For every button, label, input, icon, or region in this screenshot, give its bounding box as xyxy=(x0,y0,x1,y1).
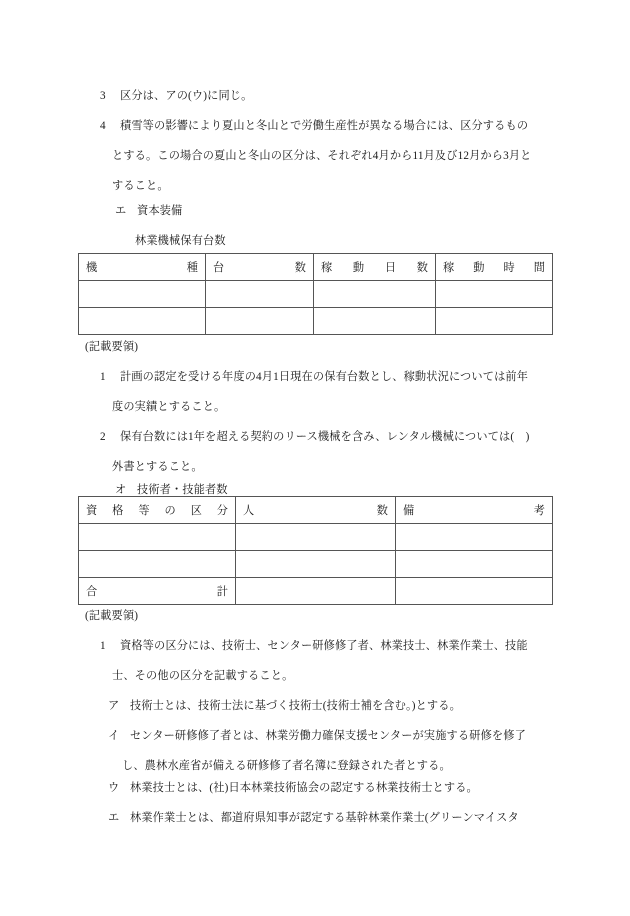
header-char: 種 xyxy=(186,262,198,274)
header-char: 時 xyxy=(503,262,515,274)
header-char: の xyxy=(164,505,176,517)
header-char: 格 xyxy=(112,505,124,517)
header-char: 等 xyxy=(138,505,150,517)
header-char: 稼 xyxy=(443,262,455,274)
table1-cell[interactable] xyxy=(79,281,206,308)
list-text: 積雪等の影響により夏山と冬山とで労働生産性が異なる場合には、区分するもの xyxy=(120,120,529,132)
sub-marker: エ xyxy=(108,812,120,824)
list-text: 計画の認定を受ける年度の4月1日現在の保有台数とし、稼動状況については前年 xyxy=(120,371,529,383)
sub-item-a xyxy=(108,699,461,713)
header-char: 計 xyxy=(216,586,228,598)
section-marker: オ xyxy=(115,484,127,496)
sub-item-e xyxy=(108,811,519,825)
table-total-row xyxy=(79,578,553,605)
header-char: 合 xyxy=(86,586,98,598)
header-char: 動 xyxy=(473,262,485,274)
table-header-row xyxy=(79,497,553,524)
list-item-3 xyxy=(100,89,252,103)
table2-cell[interactable] xyxy=(79,524,236,551)
header-char: 数 xyxy=(376,505,388,517)
table2-cell[interactable] xyxy=(396,551,553,578)
list-text: 資格等の区分には、技術士、センター研修修了者、林業技士、林業作業士、技能 xyxy=(120,640,528,652)
header-char: 日 xyxy=(384,262,397,274)
header-char: 数 xyxy=(294,262,306,274)
note-item-2-cont: 外書とすること。 xyxy=(112,461,203,473)
sub-text: 林業技士とは、(社)日本林業技術協会の認定する林業技術士とする。 xyxy=(130,782,478,794)
header-char: 考 xyxy=(533,505,545,517)
note-item-1-cont: 度の実績とすること。 xyxy=(112,401,226,413)
list-item-4 xyxy=(100,119,528,133)
header-char: 稼 xyxy=(321,262,333,274)
list-item-4-cont2: すること。 xyxy=(112,180,169,192)
sub-item-u xyxy=(108,781,478,795)
table-row xyxy=(79,308,553,335)
note-item-3 xyxy=(100,639,528,653)
table1-cell[interactable] xyxy=(314,308,436,335)
header-char: 台 xyxy=(213,262,225,274)
sub-marker: ウ xyxy=(108,782,120,794)
table2-cell[interactable] xyxy=(79,551,236,578)
header-char: 数 xyxy=(416,262,428,274)
table1-cell[interactable] xyxy=(314,281,436,308)
table-row xyxy=(79,551,553,578)
table1-header-kadou-nissu xyxy=(314,254,436,281)
kisai-youryou-heading-2: (記載要領) xyxy=(85,610,139,622)
table1-cell[interactable] xyxy=(79,308,206,335)
table2-cell[interactable] xyxy=(396,524,553,551)
header-char: 資 xyxy=(86,505,98,517)
table1-header-daisu xyxy=(206,254,314,281)
table2-total-note[interactable] xyxy=(396,578,553,605)
table1-cell[interactable] xyxy=(206,281,314,308)
table2-header-shikaku xyxy=(79,497,236,524)
list-marker: 1 xyxy=(100,371,106,383)
header-char: 機 xyxy=(86,262,98,274)
table-header-row xyxy=(79,254,553,281)
section-heading-e xyxy=(115,204,182,218)
sub-marker: ア xyxy=(108,700,120,712)
section-title: 技術者・技能者数 xyxy=(137,484,228,496)
header-char: 備 xyxy=(403,505,415,517)
list-text: 区分は、アの(ウ)に同じ。 xyxy=(120,90,253,102)
table1-header-kishu xyxy=(79,254,206,281)
header-char: 人 xyxy=(243,505,255,517)
note-item-2 xyxy=(100,430,529,444)
table1-caption: 林業機械保有台数 xyxy=(135,235,226,247)
table1-header-kadou-jikan xyxy=(436,254,553,281)
header-char: 区 xyxy=(190,505,202,517)
personnel-table xyxy=(78,496,553,605)
sub-item-i-cont: し、農林水産省が備える研修修了者名簿に登録された者とする。 xyxy=(122,760,451,772)
table2-header-ninzu xyxy=(236,497,396,524)
table1-cell[interactable] xyxy=(206,308,314,335)
table2-cell[interactable] xyxy=(236,551,396,578)
sub-text: 技術士とは、技術士法に基づく技術士(技術士補を含む。)とする。 xyxy=(130,700,461,712)
table2-cell[interactable] xyxy=(236,524,396,551)
section-title: 資本装備 xyxy=(137,205,183,217)
kisai-youryou-heading-1: (記載要領) xyxy=(85,341,139,353)
table-row xyxy=(79,281,553,308)
machinery-table xyxy=(78,253,553,335)
table2-total-label xyxy=(79,578,236,605)
header-char: 動 xyxy=(352,262,365,274)
list-marker: 2 xyxy=(100,431,106,443)
sub-text: センター研修修了者とは、林業労働力確保支援センターが実施する研修を修了 xyxy=(130,730,526,742)
header-char: 間 xyxy=(533,262,545,274)
table-row xyxy=(79,524,553,551)
list-text: 保有台数には1年を超える契約のリース機械を含み、レンタル機械については( ) xyxy=(120,431,530,443)
list-marker: 3 xyxy=(100,90,106,102)
table1-cell[interactable] xyxy=(436,281,553,308)
section-heading-o xyxy=(115,483,228,497)
section-marker: エ xyxy=(115,205,127,217)
table1-cell[interactable] xyxy=(436,308,553,335)
table2-header-bikou xyxy=(396,497,553,524)
sub-marker: イ xyxy=(108,730,120,742)
header-char: 分 xyxy=(216,505,228,517)
note-item-1 xyxy=(100,370,528,384)
list-item-4-cont1: とする。この場合の夏山と冬山の区分は、それぞれ4月から11月及び12月から3月と xyxy=(112,150,532,162)
sub-text: 林業作業士とは、都道府県知事が認定する基幹林業作業士(グリーンマイスタ xyxy=(130,812,519,824)
note-item-3-cont: 士、その他の区分を記載すること。 xyxy=(112,670,294,682)
table2-total-value[interactable] xyxy=(236,578,396,605)
list-marker: 1 xyxy=(100,640,106,652)
list-marker: 4 xyxy=(100,120,106,132)
sub-item-i xyxy=(108,729,526,743)
